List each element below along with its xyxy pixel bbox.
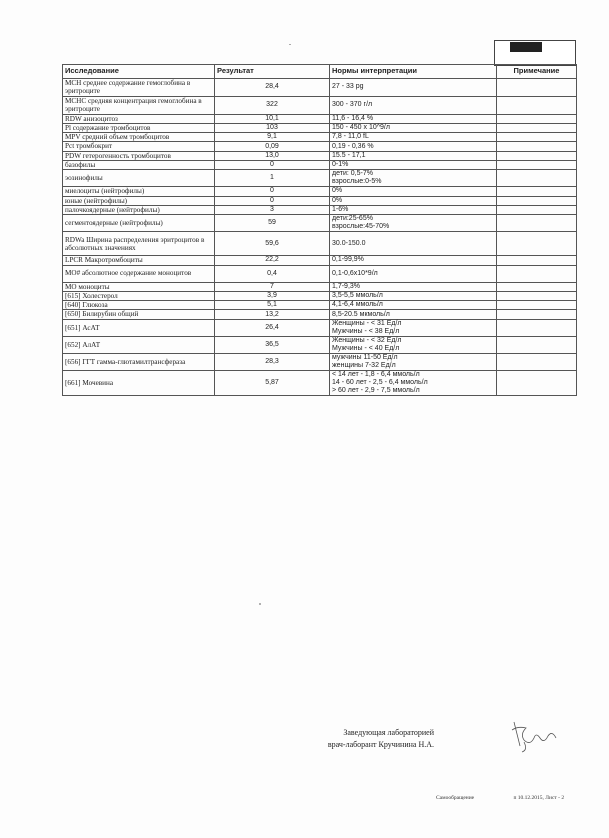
- table-row: [63, 205, 577, 214]
- table-row: [63, 310, 577, 319]
- header-test: Исследование: [63, 65, 215, 79]
- test-name: [651] АсАТ: [63, 319, 215, 336]
- test-name: [640] Глюкоза: [63, 301, 215, 310]
- result-value: 0: [215, 187, 330, 196]
- signature-title: Заведующая лабораторией: [343, 728, 434, 737]
- table-row: [63, 265, 577, 282]
- test-name: [656] ГГТ гамма-глютамилтрансфераза: [63, 353, 215, 370]
- note-cell: [497, 151, 577, 160]
- note-cell: [497, 205, 577, 214]
- note-cell: [497, 282, 577, 291]
- result-value: 13,0: [215, 151, 330, 160]
- table-row: [63, 319, 577, 336]
- reference-range: 1,7-9,3%: [330, 282, 497, 291]
- test-name: MPV средний объем тромбоцитов: [63, 133, 215, 142]
- note-cell: [497, 232, 577, 256]
- reference-range: 11,6 - 16,4 %: [330, 114, 497, 123]
- reference-range: 0,1-99,9%: [330, 256, 497, 265]
- reference-range: Женщины - < 32 Ед/л Мужчины - < 40 Ед/л: [330, 336, 497, 353]
- test-name: MO моноциты: [63, 282, 215, 291]
- result-value: 3: [215, 205, 330, 214]
- note-cell: [497, 370, 577, 395]
- result-value: 0,09: [215, 142, 330, 151]
- note-cell: [497, 133, 577, 142]
- reference-range: 0-1%: [330, 160, 497, 169]
- table-row: [63, 133, 577, 142]
- note-cell: [497, 96, 577, 114]
- reference-range: мужчины 11-50 Ед/л женщины 7-32 Ед/л: [330, 353, 497, 370]
- table-header-row: [63, 65, 577, 79]
- table-row: [63, 353, 577, 370]
- reference-range: 1-6%: [330, 205, 497, 214]
- test-name: MO# абсолютное содержание моноцитов: [63, 265, 215, 282]
- reference-range: 4,1-6,4 ммоль/л: [330, 301, 497, 310]
- test-name: [650] Билирубин общий: [63, 310, 215, 319]
- table-row: [63, 336, 577, 353]
- test-name: палочкоядерные (нейтрофилы): [63, 205, 215, 214]
- table-row: [63, 291, 577, 300]
- result-value: 22,2: [215, 256, 330, 265]
- table-row: [63, 151, 577, 160]
- reference-range: 0%: [330, 187, 497, 196]
- test-name: юные (нейтрофилы): [63, 196, 215, 205]
- handwritten-signature: [506, 716, 566, 756]
- table-row: [63, 232, 577, 256]
- test-name: [661] Мочевина: [63, 370, 215, 395]
- reference-range: 8,5-20.5 мкмоль/л: [330, 310, 497, 319]
- table-row: [63, 215, 577, 232]
- result-value: 1: [215, 170, 330, 187]
- result-value: 36,5: [215, 336, 330, 353]
- reference-range: 15.5 - 17,1: [330, 151, 497, 160]
- note-cell: [497, 336, 577, 353]
- reference-range: 150 - 450 х 10^9/л: [330, 123, 497, 132]
- table-row: [63, 370, 577, 395]
- note-cell: [497, 79, 577, 97]
- note-cell: [497, 319, 577, 336]
- reference-range: 7,8 - 11,0 fL: [330, 133, 497, 142]
- note-cell: [497, 123, 577, 132]
- reference-range: 300 - 370 г/л: [330, 96, 497, 114]
- note-cell: [497, 170, 577, 187]
- result-value: 26,4: [215, 319, 330, 336]
- result-value: 59,6: [215, 232, 330, 256]
- table-row: [63, 282, 577, 291]
- header-note: Примечание: [497, 65, 577, 79]
- table-row: [63, 142, 577, 151]
- test-name: [615] Холестерол: [63, 291, 215, 300]
- table-row: [63, 160, 577, 169]
- result-value: 322: [215, 96, 330, 114]
- result-value: 3,9: [215, 291, 330, 300]
- reference-range: Женщины - < 31 Ед/л Мужчины - < 38 Ед/л: [330, 319, 497, 336]
- note-cell: [497, 353, 577, 370]
- result-value: 103: [215, 123, 330, 132]
- note-cell: [497, 160, 577, 169]
- signature-name: врач-лаборант Кручинина Н.А.: [327, 740, 434, 749]
- table-row: [63, 123, 577, 132]
- note-cell: [497, 291, 577, 300]
- test-name: RDW анизоцитоз: [63, 114, 215, 123]
- results-table: [62, 64, 577, 396]
- result-value: 10,1: [215, 114, 330, 123]
- footer-date-page: п 10.12.2015, Лист - 2: [513, 795, 565, 801]
- note-cell: [497, 215, 577, 232]
- page-footer: [436, 795, 564, 801]
- table-row: [63, 256, 577, 265]
- test-name: [652] АлАТ: [63, 336, 215, 353]
- table-row: [63, 96, 577, 114]
- table-row: [63, 196, 577, 205]
- test-name: эозинофилы: [63, 170, 215, 187]
- test-name: Pl содержание тромбоцитов: [63, 123, 215, 132]
- result-value: 7: [215, 282, 330, 291]
- table-row: [63, 114, 577, 123]
- result-value: 28,4: [215, 79, 330, 97]
- note-cell: [497, 187, 577, 196]
- result-value: 0: [215, 196, 330, 205]
- test-name: PDW гетерогенность тромбоцитов: [63, 151, 215, 160]
- test-name: миелоциты (нейтрофилы): [63, 187, 215, 196]
- result-value: 0: [215, 160, 330, 169]
- note-cell: [497, 256, 577, 265]
- reference-range: 30.0-150.0: [330, 232, 497, 256]
- result-value: 13,2: [215, 310, 330, 319]
- note-cell: [497, 114, 577, 123]
- test-name: MCH среднее содержание гемоглобина в эритроците: [63, 79, 215, 97]
- result-value: 9,1: [215, 133, 330, 142]
- result-value: 5,87: [215, 370, 330, 395]
- test-name: базофилы: [63, 160, 215, 169]
- reference-range: 0,1-0,6х10*9/л: [330, 265, 497, 282]
- signature-block: [300, 727, 434, 751]
- test-name: MCHC средняя концентрация гемоглобина в эритроците: [63, 96, 215, 114]
- redacted-mark: [510, 42, 542, 52]
- scan-speck: [289, 44, 291, 45]
- reference-range: дети: 0,5-7% взрослые:0-5%: [330, 170, 497, 187]
- table-row: [63, 79, 577, 97]
- footer-referral: Самообращение: [436, 795, 475, 801]
- test-name: Pct тромбокрит: [63, 142, 215, 151]
- table-row: [63, 170, 577, 187]
- header-result: Результат: [215, 65, 330, 79]
- table-row: [63, 187, 577, 196]
- test-name: RDWa Ширина распределения эритроцитов в абсолютных значениях: [63, 232, 215, 256]
- result-value: 5,1: [215, 301, 330, 310]
- table-row: [63, 301, 577, 310]
- note-cell: [497, 142, 577, 151]
- reference-range: 0,19 - 0,36 %: [330, 142, 497, 151]
- result-value: 0,4: [215, 265, 330, 282]
- reference-range: 27 - 33 pg: [330, 79, 497, 97]
- result-value: 59: [215, 215, 330, 232]
- result-value: 28,3: [215, 353, 330, 370]
- reference-range: 0%: [330, 196, 497, 205]
- note-cell: [497, 265, 577, 282]
- test-name: LPCR Макротромбоциты: [63, 256, 215, 265]
- header-norm: Нормы интерпретации: [330, 65, 497, 79]
- reference-range: дети:25-65% взрослые:45-70%: [330, 215, 497, 232]
- test-name: сегментоядерные (нейтрофилы): [63, 215, 215, 232]
- reference-range: < 14 лет - 1,8 - 6,4 ммоль/л 14 - 60 лет - 2,5 - 6,4 ммоль/л > 60 лет - 2,9 - 7,5 ммоль/л: [330, 370, 497, 395]
- note-cell: [497, 196, 577, 205]
- note-cell: [497, 310, 577, 319]
- note-cell: [497, 301, 577, 310]
- reference-range: 3,5-5,5 ммоль/л: [330, 291, 497, 300]
- scan-speck: [259, 603, 261, 605]
